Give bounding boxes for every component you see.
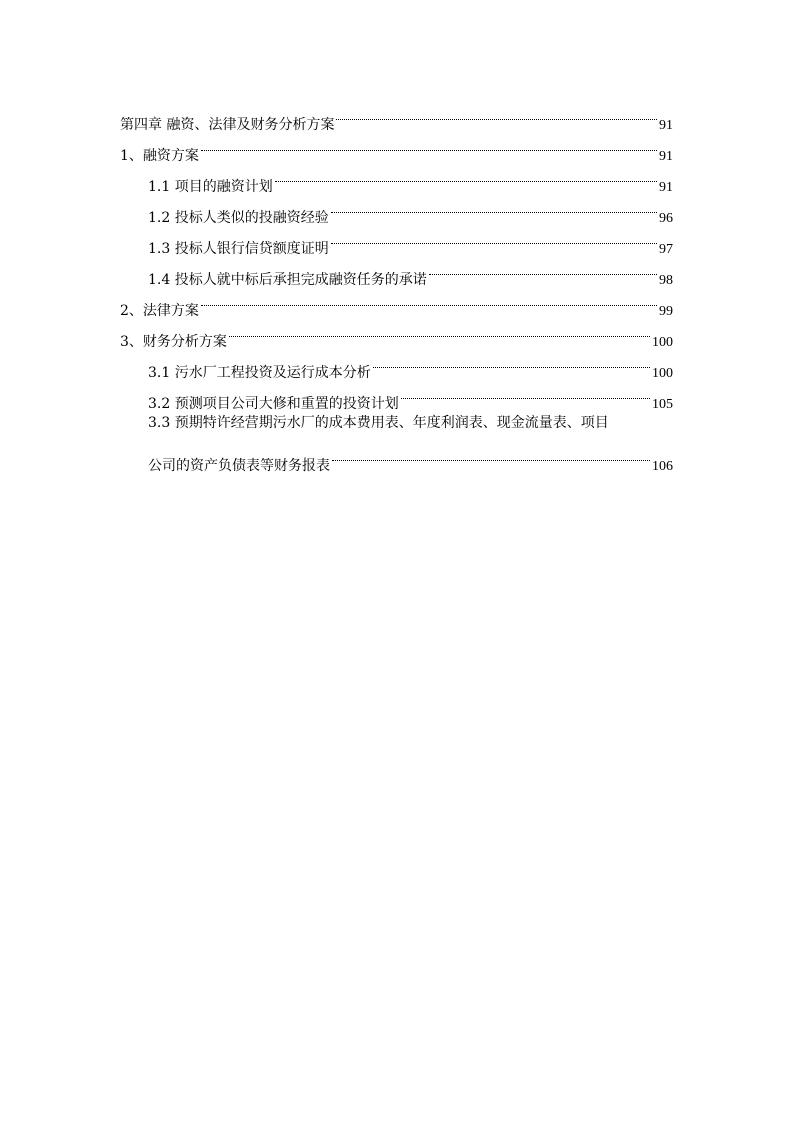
toc-leader-dots (201, 284, 657, 315)
toc-page-number: 99 (659, 304, 673, 319)
toc-page-number: 100 (652, 335, 673, 350)
toc-entry-label: 1.2 投标人类似的投融资经验 (148, 210, 329, 226)
toc-entry-label: 1.4 投标人就中标后承担完成融资任务的承诺 (148, 272, 427, 288)
toc-leader-dots (429, 253, 657, 284)
toc-entry-label-line-2: 公司的资产负债表等财务报表 (148, 458, 330, 474)
toc-entry-label-line-2-row (148, 439, 673, 474)
toc-leader-dots (373, 346, 650, 377)
toc-leader-dots (336, 98, 657, 129)
toc-leader-dots (331, 191, 657, 222)
toc-entry-financial-analysis-plan[interactable] (120, 315, 673, 350)
table-of-contents (120, 98, 673, 474)
toc-leader-dots (331, 222, 657, 253)
toc-leader-dots (275, 160, 657, 191)
toc-entry-label: 1.1 项目的融资计划 (148, 179, 273, 195)
toc-entry-1-1[interactable] (120, 160, 673, 195)
toc-entry-label-line-1: 3.3 预期特许经营期污水厂的成本费用表、年度利润表、现金流量表、项目 (148, 415, 609, 431)
toc-entry-label: 1、融资方案 (120, 148, 199, 164)
toc-page-number: 106 (652, 459, 673, 474)
toc-leader-dots (401, 377, 650, 408)
toc-entry-label: 3.2 预测项目公司大修和重置的投资计划 (148, 396, 399, 412)
toc-leader-dots (229, 315, 650, 346)
toc-entry-label: 3.1 污水厂工程投资及运行成本分析 (148, 365, 371, 381)
toc-page-number: 97 (659, 242, 673, 257)
toc-page-number: 105 (652, 397, 673, 412)
toc-entry-label: 1.3 投标人银行信贷额度证明 (148, 241, 329, 257)
toc-page-number: 100 (652, 366, 673, 381)
toc-entry-label: 2、法律方案 (120, 303, 199, 319)
toc-page-number: 91 (659, 180, 673, 195)
toc-entry-3-3[interactable] (120, 408, 673, 474)
toc-leader-dots (332, 439, 650, 470)
toc-entry-chapter-4[interactable] (120, 98, 673, 133)
toc-entry-financing-plan[interactable] (120, 129, 673, 164)
toc-page-number: 98 (659, 273, 673, 288)
toc-entry-label: 3、财务分析方案 (120, 334, 227, 350)
toc-entry-legal-plan[interactable] (120, 284, 673, 319)
toc-page-number: 96 (659, 211, 673, 226)
toc-leader-dots (201, 129, 657, 160)
toc-entry-label: 第四章 融资、法律及财务分析方案 (120, 117, 335, 133)
toc-page-number: 91 (659, 118, 673, 133)
toc-page-number: 91 (659, 149, 673, 164)
